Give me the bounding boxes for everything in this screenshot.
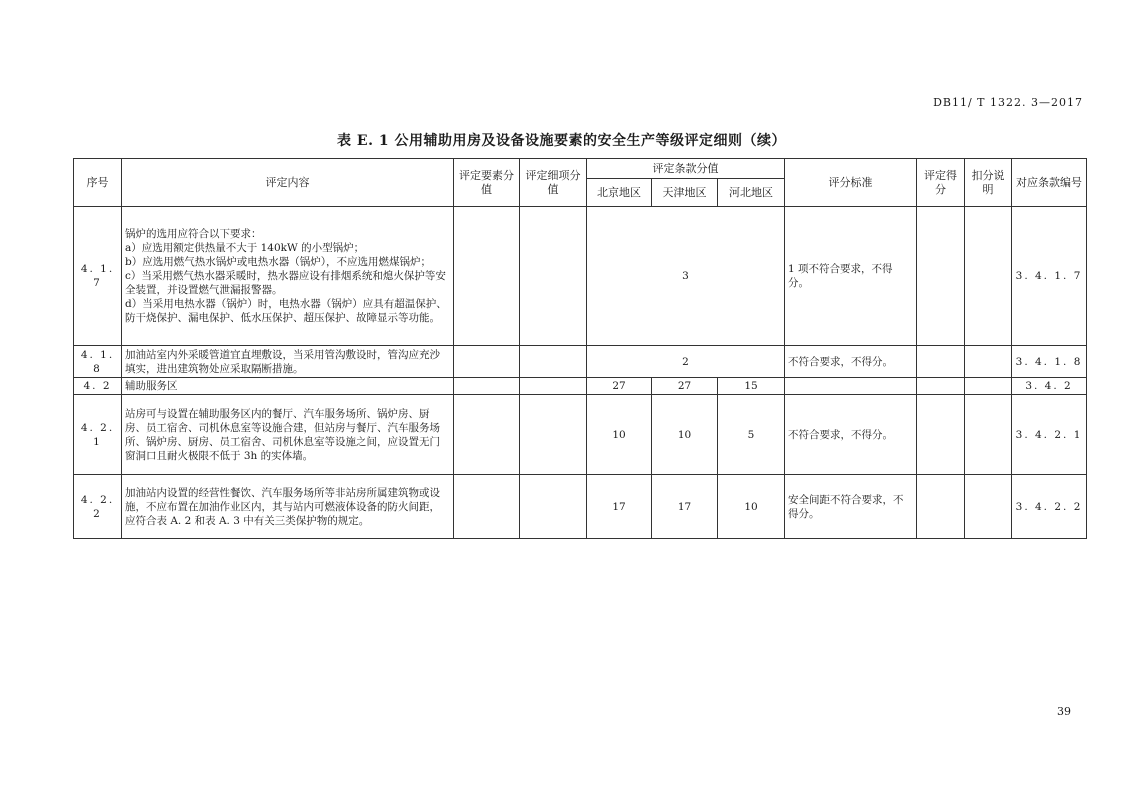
content-line: 站房可与设置在辅助服务区内的餐厅、汽车服务场所、锅炉房、厨房、员工宿舍、司机休息室等设施合建，但站房与餐厅、汽车服务场所、锅炉房、厨房、员工宿舍、司机休息室等设施之间，应设置无门窗洞口且耐火极限不低于 3h 的实体墙。: [125, 407, 440, 462]
row-seq: 4. 2: [74, 378, 122, 395]
row-eval-score: [917, 378, 965, 395]
header-element-score: 评定要素分值: [454, 159, 520, 207]
content-line: b）应选用燃气热水锅炉或电热水器（锅炉），不应选用燃煤锅炉；: [125, 256, 431, 268]
row-content: [122, 475, 454, 539]
evaluation-table: [73, 158, 1087, 539]
row-eval-score: [917, 475, 965, 539]
row-criteria: 安全间距不符合要求，不得分。: [785, 475, 917, 539]
row-deduct: [965, 378, 1012, 395]
row-clause-score: 3: [587, 207, 785, 346]
row-hebei-score: 5: [718, 395, 785, 475]
table-row: [74, 378, 1087, 395]
row-tianjin-score: 17: [652, 475, 718, 539]
row-deduct: [965, 395, 1012, 475]
row-hebei-score: 15: [718, 378, 785, 395]
header-criteria: 评分标准: [785, 159, 917, 207]
row-content: [122, 346, 454, 378]
header-deduct: 扣分说明: [965, 159, 1012, 207]
row-element-score: [454, 207, 520, 346]
content-line: 锅炉的选用应符合以下要求：: [125, 228, 262, 240]
row-eval-score: [917, 207, 965, 346]
row-element-score: [454, 346, 520, 378]
row-eval-score: [917, 395, 965, 475]
row-ref: 3. 4. 1. 8: [1012, 346, 1087, 378]
row-item-score: [520, 207, 587, 346]
header-row-1: [74, 159, 1087, 179]
header-hebei: 河北地区: [718, 179, 785, 207]
row-item-score: [520, 346, 587, 378]
content-line: a）应选用额定供热量不大于 140kW 的小型锅炉；: [125, 242, 365, 254]
row-ref: 3. 4. 1. 7: [1012, 207, 1087, 346]
header-tianjin: 天津地区: [652, 179, 718, 207]
row-content: [122, 378, 454, 395]
header-eval-score: 评定得分: [917, 159, 965, 207]
row-beijing-score: 17: [587, 475, 652, 539]
row-ref: 3. 4. 2. 2: [1012, 475, 1087, 539]
table-row: [74, 475, 1087, 539]
row-item-score: [520, 378, 587, 395]
row-tianjin-score: 10: [652, 395, 718, 475]
row-element-score: [454, 475, 520, 539]
row-item-score: [520, 395, 587, 475]
table-row: [74, 346, 1087, 378]
row-content: [122, 207, 454, 346]
row-deduct: [965, 346, 1012, 378]
row-clause-score: 2: [587, 346, 785, 378]
row-ref: 3. 4. 2: [1012, 378, 1087, 395]
row-criteria: 1 项不符合要求，不得分。: [785, 207, 917, 346]
row-beijing-score: 27: [587, 378, 652, 395]
row-seq: 4. 2. 1: [74, 395, 122, 475]
header-beijing: 北京地区: [587, 179, 652, 207]
row-content: [122, 395, 454, 475]
table-row: [74, 207, 1087, 346]
row-element-score: [454, 395, 520, 475]
row-item-score: [520, 475, 587, 539]
row-element-score: [454, 378, 520, 395]
content-line: 加油站室内外采暖管道宜直埋敷设，当采用管沟敷设时，管沟应充沙填实，进出建筑物处应采取隔断措施。: [125, 348, 440, 375]
row-ref: 3. 4. 2. 1: [1012, 395, 1087, 475]
row-beijing-score: 10: [587, 395, 652, 475]
row-seq: 4. 2. 2: [74, 475, 122, 539]
content-line: 加油站内设置的经营性餐饮、汽车服务场所等非站房所属建筑物或设施，不应布置在加油作业区内，其与站内可燃液体设备的防火间距，应符合表 A. 2 和表 A. 3 中有关三类保护物的规定。: [125, 486, 440, 527]
table-title: 表 E. 1 公用辅助用房及设备设施要素的安全生产等级评定细则（续）: [337, 133, 786, 149]
header-clause-score: 评定条款分值: [587, 159, 785, 179]
row-deduct: [965, 207, 1012, 346]
content-line: 辅助服务区: [125, 380, 178, 392]
header-item-score: 评定细项分值: [520, 159, 587, 207]
row-criteria: 不符合要求，不得分。: [785, 346, 917, 378]
document-code: DB11/ T 1322. 3—2017: [933, 96, 1083, 109]
content-line: c）当采用燃气热水器采暖时，热水器应设有排烟系统和熄火保护等安全装置，并设置燃气泄漏报警器。: [125, 270, 446, 296]
page-number: 39: [1057, 705, 1071, 718]
row-criteria: [785, 378, 917, 395]
header-seq: 序号: [74, 159, 122, 207]
row-eval-score: [917, 346, 965, 378]
header-content: 评定内容: [122, 159, 454, 207]
row-seq: 4. 1. 7: [74, 207, 122, 346]
row-seq: 4. 1. 8: [74, 346, 122, 378]
table-row: [74, 395, 1087, 475]
row-tianjin-score: 27: [652, 378, 718, 395]
row-hebei-score: 10: [718, 475, 785, 539]
row-criteria: 不符合要求，不得分。: [785, 395, 917, 475]
header-ref: 对应条款编号: [1012, 159, 1087, 207]
row-deduct: [965, 475, 1012, 539]
content-line: d）当采用电热水器（锅炉）时，电热水器（锅炉）应具有超温保护、防干烧保护、漏电保护、低水压保护、超压保护、故障显示等功能。: [125, 298, 447, 324]
